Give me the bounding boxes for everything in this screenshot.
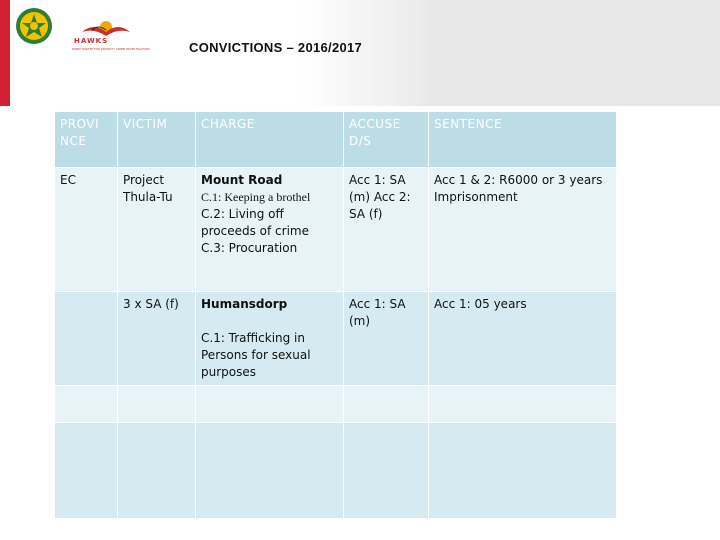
table-row-empty xyxy=(55,386,617,423)
empty-cell xyxy=(196,423,344,519)
cell-province xyxy=(55,292,118,386)
charge-title: Mount Road xyxy=(201,173,283,187)
table-row xyxy=(55,292,617,386)
cell-charge xyxy=(196,168,344,292)
cell-sentence: Acc 1: 05 years xyxy=(429,292,617,386)
charge-title: Humansdorp xyxy=(201,297,288,311)
hawks-logo-subtext: DIRECTORATE FOR PRIORITY CRIME INVESTIGATION xyxy=(72,47,150,51)
charge-line: C.2: Living off proceeds of crime xyxy=(201,207,309,238)
cell-victim: 3 x SA (f) xyxy=(118,292,196,386)
hawks-logo-text: HAWKS xyxy=(74,37,109,45)
cell-sentence: Acc 1 & 2: R6000 or 3 years Imprisonment xyxy=(429,168,617,292)
table-row xyxy=(55,168,617,292)
coat-of-arms-icon xyxy=(14,6,54,46)
empty-cell xyxy=(429,423,617,519)
red-accent-bar xyxy=(0,0,10,106)
empty-cell xyxy=(344,386,429,423)
table-header-row xyxy=(55,112,617,168)
empty-cell xyxy=(344,423,429,519)
column-header-victim: VICTIM xyxy=(118,112,196,168)
table-row-empty xyxy=(55,423,617,519)
empty-cell xyxy=(55,386,118,423)
column-header-charge: CHARGE xyxy=(196,112,344,168)
empty-cell xyxy=(196,386,344,423)
page-title: CONVICTIONS – 2016/2017 xyxy=(189,40,363,55)
cell-charge xyxy=(196,292,344,386)
header-grey-band xyxy=(430,0,720,106)
column-header-accused: ACCUSE D/S xyxy=(344,112,429,168)
column-header-sentence: SENTENCE xyxy=(429,112,617,168)
empty-cell xyxy=(429,386,617,423)
column-header-province: PROVI NCE xyxy=(55,112,118,168)
empty-cell xyxy=(118,386,196,423)
charge-line: C.3: Procuration xyxy=(201,241,298,255)
convictions-table xyxy=(54,111,617,519)
cell-accused: Acc 1: SA (m) xyxy=(344,292,429,386)
cell-province: EC xyxy=(55,168,118,292)
charge-line: C.1: Trafficking in Persons for sexual purposes xyxy=(201,331,311,379)
charge-line: C.1: Keeping a brothel xyxy=(201,190,311,204)
cell-accused: Acc 1: SA (m) Acc 2: SA (f) xyxy=(344,168,429,292)
cell-victim: Project Thula-Tu xyxy=(118,168,196,292)
empty-cell xyxy=(55,423,118,519)
empty-cell xyxy=(118,423,196,519)
